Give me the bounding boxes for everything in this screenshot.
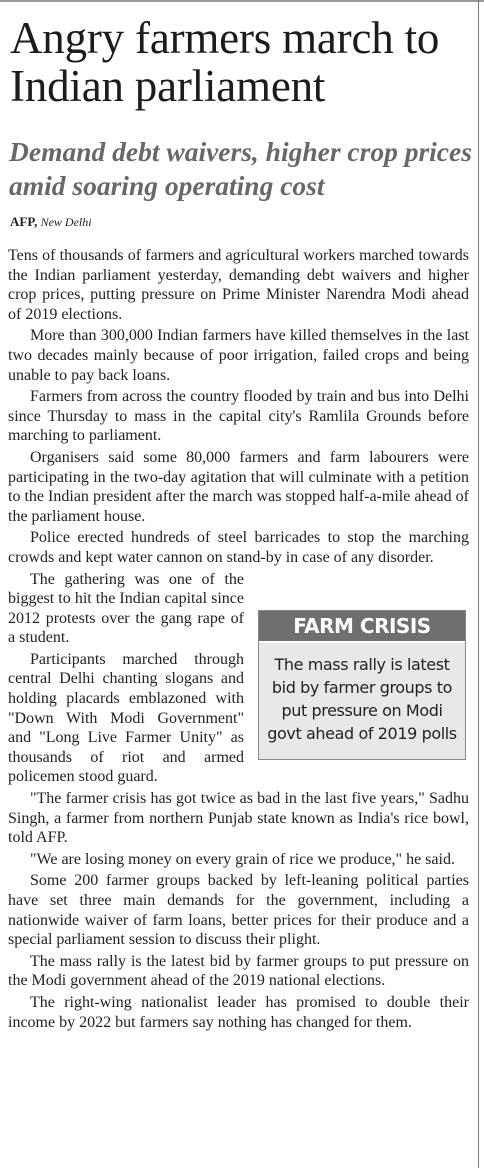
top-border — [0, 0, 484, 2]
subheadline: Demand debt waivers, higher crop prices amid soaring operating cost — [9, 136, 472, 201]
paragraph: Participants marched through central Delhi chanting slogans and holding placards emblazoned with "Down With Modi Government" and "Long Live Farmer Unity" as thousands of riot and armed policemen stood guard. — [8, 650, 244, 786]
paragraph: More than 300,000 Indian farmers have killed themselves in the last two decades mainly because of poor irrigation, failed crops and being unable to pay back loans. — [8, 327, 469, 384]
paragraph: The right-wing nationalist leader has promised to double their income by 2022 but farmers say nothing has changed for them. — [8, 993, 469, 1031]
paragraph: Tens of thousands of farmers and agricultural workers marched towards the Indian parliament yesterday, demanding debt waivers and higher crop prices, putting pressure on Prime Minister Narendra Modi ahead of 2019 elections. — [8, 247, 469, 323]
paragraph: Farmers from across the country flooded by train and bus into Delhi since Thursday to mass in the capital city's Ramlila Grounds before marching to parliament. — [8, 388, 469, 445]
right-border — [478, 0, 479, 1168]
paragraph: The mass rally is the latest bid by farmer groups to put pressure on the Modi government ahead of the 2019 national elections. — [8, 952, 469, 990]
paragraph: "The farmer crisis has got twice as bad in the last five years," Sadhu Singh, a farmer from northern Punjab state known as India's rice bowl, told AFP. — [8, 790, 469, 847]
box-title: FARM CRISIS — [259, 611, 465, 641]
paragraph: Police erected hundreds of steel barricades to stop the marching crowds and kept water cannon on stand-by in case of any disorder. — [8, 529, 469, 566]
paragraph: The gathering was one of the biggest to hit the Indian capital since 2012 protests over the gang rape of a student. — [8, 570, 244, 647]
paragraph: "We are losing money on every grain of rice we produce," he said. — [30, 850, 455, 868]
farm-crisis-box — [258, 610, 466, 760]
paragraph: Organisers said some 80,000 farmers and farm labourers were participating in the two-day agitation that will culminate with a petition to the Indian president after the march was stopped half-a-mile ahead of the parliament house. — [8, 448, 469, 525]
dateline — [10, 214, 92, 230]
headline: Angry farmers march to Indian parliament — [10, 13, 440, 111]
box-text: The mass rally is latest bid by farmer groups to put pressure on Modi govt ahead of 2019 polls — [267, 655, 457, 743]
dateline-city: New Delhi — [40, 215, 92, 229]
agency-credit: AFP, — [10, 214, 38, 229]
paragraph: Some 200 farmer groups backed by left-leaning political parties have set three main demands for the government, including a nationwide waiver of farm loans, better prices for their produce and a special parliament session to discuss their plight. — [8, 872, 469, 949]
